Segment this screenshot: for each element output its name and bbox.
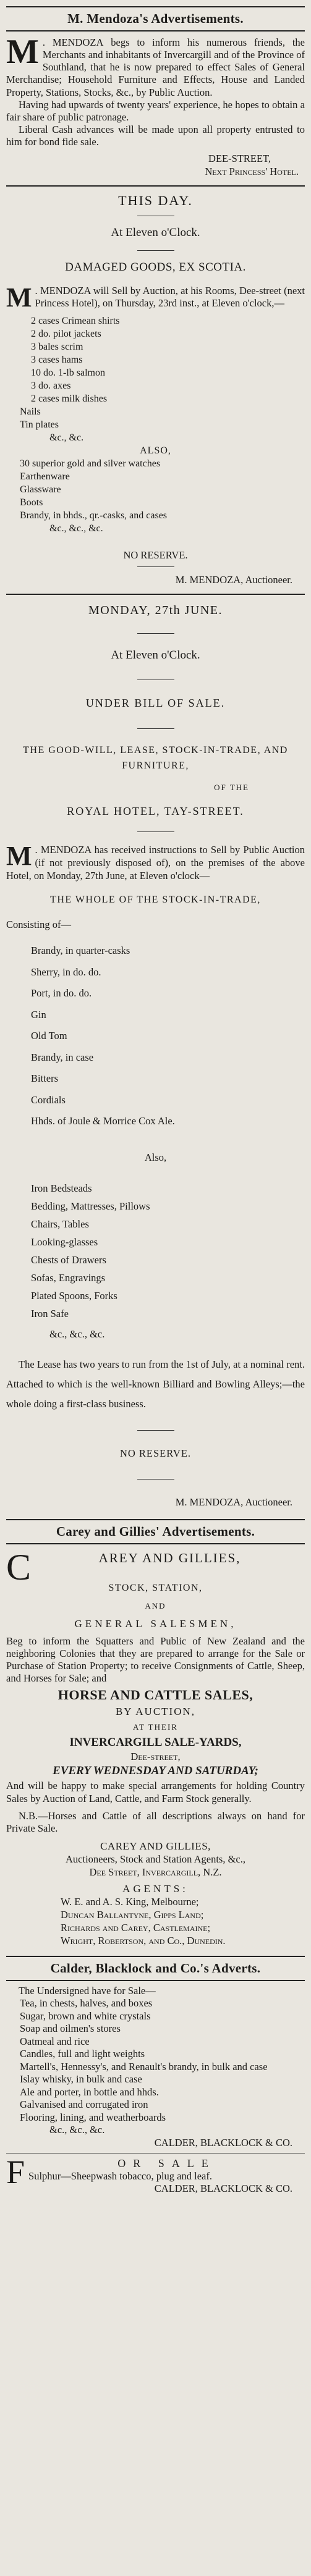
goodwill-heading: THE GOOD-WILL, LEASE, STOCK-IN-TRADE, AND FURNITURE,	[23, 745, 288, 772]
divider	[137, 566, 174, 567]
for-sale-signature: CALDER, BLACKLOCK & CO.	[154, 2182, 292, 2195]
divider	[137, 1479, 174, 1480]
etc: &c., &c., &c.	[49, 523, 103, 534]
goods-list-2	[6, 405, 305, 431]
calder-signature: CALDER, BLACKLOCK & CO.	[154, 2136, 292, 2149]
divider	[6, 6, 305, 7]
list-item: Brandy, in bhds., qr.-casks, and cases	[20, 510, 168, 521]
list-item: 30 superior gold and silver watches	[20, 458, 161, 469]
for-sale-title: OR SALE	[117, 2157, 216, 2170]
list-item: Sofas, Engravings	[31, 1271, 106, 1284]
etc: &c., &c.	[49, 432, 84, 444]
nb-note: N.B.—Horses and Cattle of all descriptions always on hand for Private Sale.	[6, 1809, 305, 1834]
list-item: Brandy, in case	[31, 1051, 94, 1063]
dropcap: M	[6, 282, 32, 313]
royal-hotel-ad	[6, 604, 305, 1509]
list-item: Old Tom	[31, 1030, 67, 1042]
list-item: Iron Bedsteads	[31, 1182, 92, 1194]
list-item: Tea, in chests, halves, and boxes	[20, 1997, 153, 2010]
intro-body: begs to inform his numerous friends, the Merchants and inhabitants of Invercargill and of the Province of Southland, that he is now prepared to effect Sales of General Merchandise; Household Furniture and Effects, House and Landed Property, Stations, Stocks, &c., by Public Auction.	[6, 36, 305, 98]
divider	[6, 1543, 305, 1544]
list-item: Soap and oilmen's stores	[20, 2022, 121, 2035]
signature-role: Auctioneers, Stock and Station Agents, &c.,	[66, 1853, 245, 1865]
goods-list	[6, 314, 305, 405]
auctioneer-signature: M. MENDOZA, Auctioneer.	[175, 1496, 292, 1508]
list-item: 3 do. axes	[31, 381, 71, 392]
whole-stock-heading: THE WHOLE OF THE STOCK-IN-TRADE,	[50, 894, 261, 906]
list-item: Iron Safe	[31, 1307, 69, 1320]
address-line1: DEE-STREET,	[208, 153, 271, 165]
divider	[6, 1980, 305, 1981]
no-reserve: NO RESERVE.	[119, 1447, 192, 1459]
list-item: Islay whisky, in bulk and case	[20, 2073, 142, 2086]
auctioneer-signature: M. MENDOZA, Auctioneer.	[175, 574, 292, 586]
calder-items	[6, 1997, 305, 2124]
dropcap: M	[6, 841, 32, 872]
list-item: Port, in do. do.	[31, 987, 92, 1000]
list-item: Sugar, brown and white crystals	[20, 2010, 151, 2022]
divider	[137, 728, 174, 729]
list-item: Nails	[20, 406, 41, 418]
for-sale-body: Sulphur—Sheepwash tobacco, plug and leaf.	[28, 2170, 212, 2182]
section-header-mendoza: M. Mendoza's Advertisements.	[67, 11, 244, 26]
divider	[137, 633, 174, 634]
this-day-ad	[6, 194, 305, 586]
intro-para3: Liberal Cash advances will be made upon all property entrusted to him for bond fide sale.	[6, 123, 305, 148]
list-item: 2 cases Crimean shirts	[31, 316, 120, 327]
intro-lead: . MENDOZA	[42, 36, 104, 48]
list-item: Hhds. of Joule & Morrice Cox Ale.	[31, 1115, 175, 1127]
firm-line4: GENERAL SALESMEN,	[74, 1617, 237, 1630]
calder-intro: The Undersigned have for Sale—	[19, 1984, 156, 1997]
also-label: ALSO,	[140, 445, 171, 457]
list-item: Duncan Ballantyne, Gipps Land;	[61, 1908, 204, 1921]
list-item: Chairs, Tables	[31, 1218, 89, 1230]
list-item: Wright, Robertson, and Co., Dunedin.	[61, 1934, 226, 1947]
sale-date: MONDAY, 27th JUNE.	[88, 604, 223, 618]
list-item: 3 cases hams	[31, 355, 83, 366]
list-item: Candles, full and light weights	[20, 2048, 145, 2060]
signature-address: Dee Street, Invercargill, N.Z.	[89, 1866, 222, 1878]
list-item: Oatmeal and rice	[20, 2035, 90, 2047]
dropcap: F	[6, 2153, 25, 2191]
list-item: Martell's, Hennessy's, and Renault's brandy, in bulk and case	[20, 2060, 268, 2073]
firm-line3: AND	[145, 1601, 166, 1610]
dropcap: M	[6, 33, 39, 71]
list-item: Tin plates	[20, 419, 59, 431]
divider	[6, 30, 305, 32]
divider	[137, 1430, 174, 1431]
list-item: W. E. and A. S. King, Melbourne;	[61, 1895, 199, 1908]
address-line2: Next Princess' Hotel.	[205, 166, 299, 178]
list-item: Brandy, in quarter-casks	[31, 945, 130, 957]
by-auction: BY AUCTION,	[115, 1706, 196, 1718]
list-item: Sherry, in do. do.	[31, 966, 101, 978]
intro-para2: Having had upwards of twenty years' experience, he hopes to obtain a fair share of public patronage.	[6, 98, 305, 123]
firm-line2: STOCK, STATION,	[108, 1582, 203, 1593]
horse-cattle-sales: HORSE AND CATTLE SALES,	[58, 1687, 253, 1703]
agents-heading: AGENTS:	[122, 1882, 189, 1895]
list-item: Bedding, Mattresses, Pillows	[31, 1200, 150, 1212]
consisting-label: Consisting of—	[6, 919, 71, 931]
list-item: Earthenware	[20, 471, 70, 482]
bill-of-sale: UNDER BILL OF SALE.	[85, 697, 226, 710]
divider	[6, 594, 305, 595]
divider	[6, 185, 305, 187]
agent-list	[6, 1895, 305, 1947]
signature-firm: CAREY AND GILLIES,	[100, 1840, 211, 1852]
also-label: Also,	[144, 1151, 167, 1163]
section-header-carey: Carey and Gillies' Advertisements.	[56, 1523, 255, 1539]
list-item: Ale and porter, in bottle and hhds.	[20, 2086, 159, 2098]
of-the-label: OF THE	[214, 783, 249, 793]
divider	[6, 1519, 305, 1520]
list-item: Galvanised and corrugated iron	[20, 2098, 148, 2111]
list-item: Boots	[20, 497, 43, 508]
carey-body: Beg to inform the Squatters and Public of New Zealand and the neighboring Colonies that they are prepared to arrange for the Sale or Purchase of Station Property; to receive Consignments of Cattle, Sheep, and Horses for Sale; and	[6, 1635, 305, 1685]
every-wednesday-saturday: EVERY WEDNESDAY AND SATURDAY;	[53, 1764, 258, 1778]
this-day-title: THIS DAY.	[118, 193, 193, 209]
stock-list	[6, 940, 305, 1132]
dee-street: Dee-street,	[130, 1751, 181, 1763]
list-item: Glassware	[20, 484, 61, 495]
list-item: 3 bales scrim	[31, 342, 83, 353]
at-their: AT THEIR	[133, 1722, 178, 1732]
sale-time: At Eleven o'Clock.	[111, 649, 200, 662]
sale-yards: INVERCARGILL SALE-YARDS,	[69, 1736, 242, 1749]
list-item: Cordials	[31, 1093, 66, 1106]
list-item: Flooring, lining, and weatherboards	[20, 2111, 166, 2123]
this-day-subtitle: DAMAGED GOODS, EX SCOTIA.	[65, 261, 246, 274]
list-item: Richards and Carey, Castlemaine;	[61, 1921, 211, 1934]
no-reserve: NO RESERVE.	[123, 549, 188, 562]
hotel-name: ROYAL HOTEL, TAY-STREET.	[67, 805, 244, 818]
list-item: 2 do. pilot jackets	[31, 329, 101, 340]
list-item: Looking-glasses	[31, 1235, 98, 1248]
furniture-list	[6, 1179, 305, 1323]
mendoza-intro-ad	[6, 33, 305, 178]
list-item: Bitters	[31, 1072, 58, 1085]
list-item: 10 do. 1-lb salmon	[31, 368, 105, 379]
list-item: Gin	[31, 1008, 46, 1021]
royal-body: . MENDOZA has received instructions to Sell by Public Auction (if not previously disposed of), on the premises of the above Hotel, on Monday, 27th June, at Eleven o'clock—	[6, 844, 305, 882]
etc: &c., &c., &c.	[49, 2124, 105, 2136]
calder-blacklock-ad	[6, 1985, 305, 2195]
goods-list-3	[6, 457, 305, 522]
divider	[137, 250, 174, 251]
this-day-body: . MENDOZA will Sell by Auction, at his Rooms, Dee-street (next Princess Hotel), on Thursday, 23rd inst., at Eleven o'clock,—	[35, 285, 305, 309]
dropcap: C	[6, 1546, 32, 1588]
divider	[6, 1956, 305, 1957]
lease-terms: The Lease has two years to run from the 1st of July, at a nominal rent. Attached to which is the well-known Billiard and Bowling Alleys;—the whole doing a first-class business.	[6, 1358, 305, 1410]
firm-title: AREY AND GILLIES,	[98, 1550, 241, 1565]
divider	[137, 831, 174, 832]
list-item: 2 cases milk dishes	[31, 394, 108, 405]
etc: &c., &c., &c.	[49, 1328, 105, 1340]
list-item: Chests of Drawers	[31, 1253, 106, 1266]
this-day-time: At Eleven o'Clock.	[111, 226, 200, 240]
carey-gillies-ad	[6, 1546, 305, 1947]
list-item: Plated Spoons, Forks	[31, 1289, 117, 1302]
carey-body2: And will be happy to make special arrangements for holding Country Sales by Auction of Land, Cattle, and Farm Stock generally.	[6, 1780, 305, 1804]
section-header-calder: Calder, Blacklock and Co.'s Adverts.	[50, 1960, 261, 1976]
